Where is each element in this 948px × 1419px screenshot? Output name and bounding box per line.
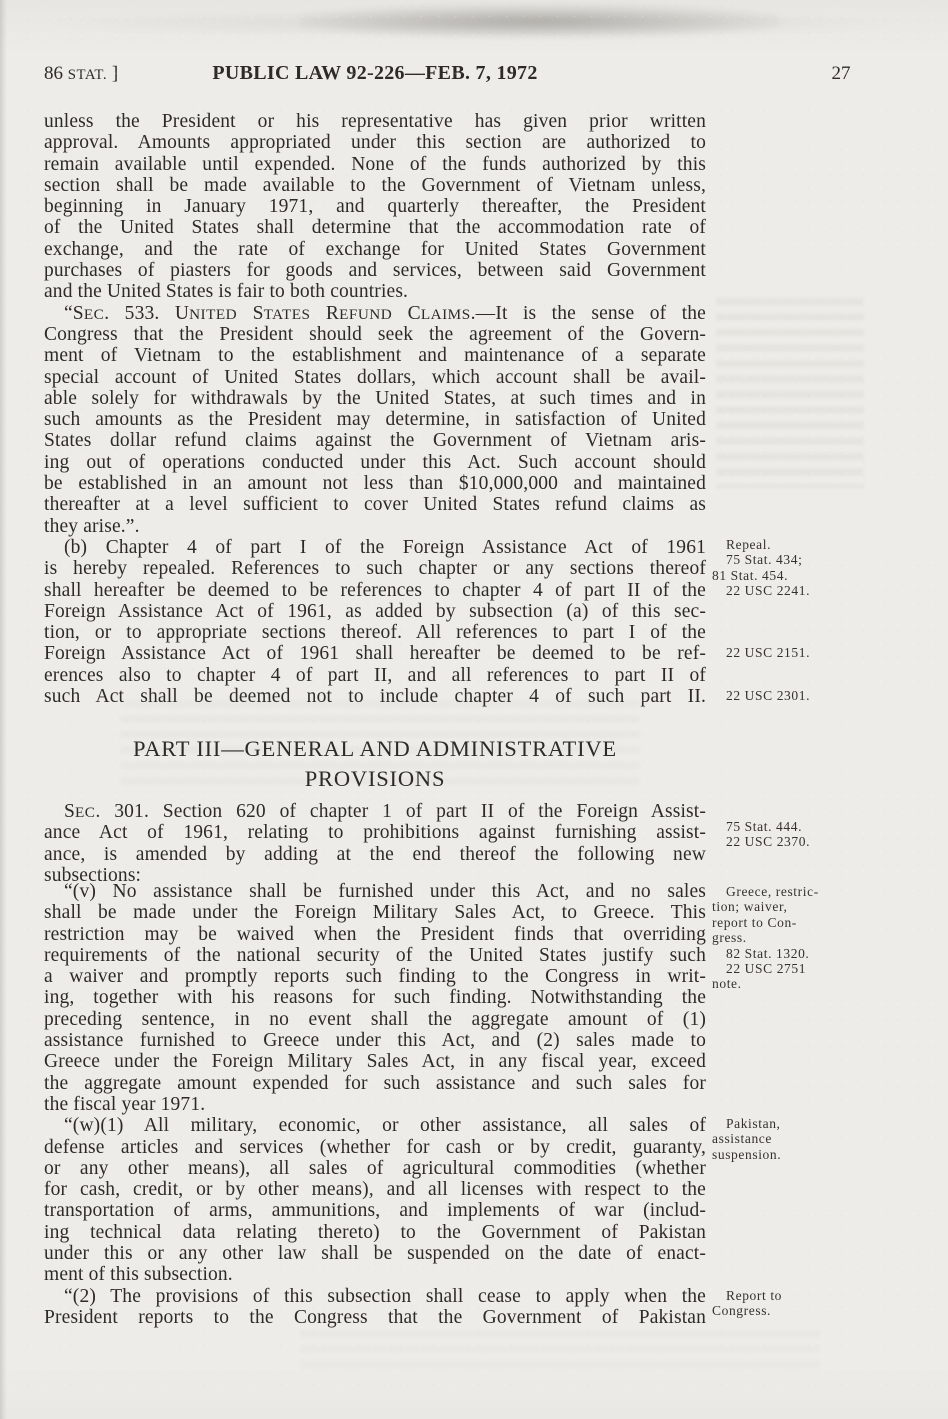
body-block-1 xyxy=(44,111,706,707)
text-line: shall be made under the Foreign Military Sales Act, to Greece. This xyxy=(44,902,706,924)
text-line: and the United States is fair to both countries. xyxy=(44,281,409,303)
margin-note-line: 22 USC 2370. xyxy=(726,834,811,850)
text-line: transportation of arms, ammunitions, and implements of war (includ- xyxy=(44,1200,706,1222)
text-line: defense articles and services (whether for cash or by credit, guaranty, xyxy=(44,1136,706,1158)
margin-note-line: Repeal. xyxy=(726,537,772,552)
text-line: be established in an amount not less than $10,000,000 and maintained xyxy=(44,473,706,495)
margin-note-line: 81 Stat. 454. xyxy=(712,567,789,583)
text-line: such amounts as the President may determine, in satisfaction of United xyxy=(44,409,706,431)
para-subsec-v xyxy=(44,881,706,1115)
text-line: (b) Chapter 4 of part I of the Foreign Assistance Act of 1961 xyxy=(64,536,706,558)
text-line: unless the President or his representative has given prior written xyxy=(44,111,706,132)
text-line: requirements of the national security of the United States justify such xyxy=(44,944,706,966)
text-line: Foreign Assistance Act of 1961 shall hereafter be deemed to be ref- xyxy=(44,643,706,665)
text-line: preceding sentence, in no event shall the aggregate amount of (1) xyxy=(44,1008,706,1030)
margin-note-pakistan xyxy=(712,1116,878,1162)
text-line: of the United States shall determine that the accommodation rate of xyxy=(44,217,706,239)
law-title: PUBLIC LAW 92-226—FEB. 7, 1972 xyxy=(212,62,538,84)
margin-note-line: gress. xyxy=(712,930,747,946)
margin-note-line: 75 Stat. 444. xyxy=(726,819,803,834)
body-block-2 xyxy=(44,801,706,886)
scan-smudge xyxy=(300,4,780,38)
part-heading xyxy=(44,734,706,794)
margin-note-line: 22 USC 2301. xyxy=(726,688,811,703)
margin-note-repeal xyxy=(712,537,878,599)
text-line: “(2) The provisions of this subsection shall cease to apply when the xyxy=(64,1285,706,1307)
text-line: States dollar refund claims against the Government of Vietnam aris- xyxy=(44,430,706,452)
margin-note-line: 75 Stat. 434; xyxy=(726,552,803,568)
text-line: ing, together with his reasons for such finding. Notwithstanding the xyxy=(44,987,706,1009)
margin-note-line: Report to xyxy=(726,1288,783,1303)
margin-note-line: Pakistan, xyxy=(726,1116,781,1131)
text-line: ing out of operations conducted under this Act. Such account should xyxy=(44,451,706,473)
part-heading-line2: PROVISIONS xyxy=(304,766,446,791)
text-line: the fiscal year 1971. xyxy=(44,1093,206,1115)
stat-citation: 86 STAT. ] xyxy=(44,63,119,84)
margin-note-report xyxy=(712,1288,878,1319)
text-line: or any other means), all sales of agricultural commodities (whether xyxy=(44,1157,706,1179)
body-block-3 xyxy=(44,881,706,1328)
margin-note-line: assistance xyxy=(712,1131,772,1147)
para-subsec-w1 xyxy=(44,1115,706,1285)
margin-note-line: 22 USC 2751 xyxy=(726,961,807,977)
text-line: ment of this subsection. xyxy=(44,1264,233,1286)
margin-note-line: tion; waiver, xyxy=(712,899,788,915)
text-line: shall hereafter be deemed to be references to chapter 4 of part II of the xyxy=(44,579,706,601)
bleed-through-ghost xyxy=(716,298,864,488)
bleed-through-ghost xyxy=(300,1330,820,1368)
page-edge-shadow xyxy=(0,0,7,1419)
text-line: such Act shall be deemed not to include chapter 4 of such part II. xyxy=(44,686,706,708)
text-line: ance, is amended by adding at the end thereof the following new xyxy=(44,843,706,865)
margin-note-line: Congress. xyxy=(712,1303,772,1319)
text-line: subsections: xyxy=(44,864,142,886)
text-line: Congress that the President should seek the agreement of the Govern- xyxy=(44,323,706,345)
text-line: able solely for withdrawals by the United States, at such times and in xyxy=(44,387,706,409)
margin-note-greece xyxy=(712,884,878,992)
text-line: ing technical data relating thereto) to the Government of Pakistan xyxy=(44,1221,706,1243)
part-heading-line1: PART III—GENERAL AND ADMINISTRATIVE xyxy=(133,736,617,761)
margin-note-line: suspension. xyxy=(712,1146,782,1162)
margin-note-line: Greece, restric- xyxy=(726,884,819,899)
margin-note-line: report to Con- xyxy=(712,914,797,930)
text-line: special account of United States dollars, which account shall be avail- xyxy=(44,366,706,388)
para-subsec-b xyxy=(44,537,706,707)
text-line: “SEC. 533. UNITED STATES REFUND CLAIMS.—It is the sense of the xyxy=(64,302,706,324)
text-line: ment of Vietnam to the establishment and maintenance of a separate xyxy=(44,345,706,367)
margin-note-line: 22 USC 2151. xyxy=(726,645,811,660)
para-sec-301 xyxy=(44,801,706,886)
text-line: SEC. 301. Section 620 of chapter 1 of part II of the Foreign Assist- xyxy=(64,801,706,822)
text-line: assistance furnished to Greece under this Act, and (2) sales made to xyxy=(44,1030,706,1052)
text-line: President reports to the Congress that the Government of Pakistan xyxy=(44,1306,706,1328)
text-line: for cash, credit, or by other means), and all licenses with respect to the xyxy=(44,1179,706,1201)
text-line: thereafter at a level sufficient to cover United States refund claims as xyxy=(44,494,706,516)
text-line: beginning in January 1971, and quarterly thereafter, the President xyxy=(44,196,706,218)
text-line: “(v) No assistance shall be furnished under this Act, and no sales xyxy=(64,881,706,902)
text-line: remain available until expended. None of the funds authorized by this xyxy=(44,153,706,175)
text-line: they arise.”. xyxy=(44,515,140,537)
text-line: purchases of piasters for goods and services, between said Government xyxy=(44,260,706,282)
margin-note-usc-2151 xyxy=(712,645,878,660)
text-line: “(w)(1) All military, economic, or other assistance, all sales of xyxy=(64,1115,706,1137)
text-line: exchange, and the rate of exchange for United States Government xyxy=(44,238,706,260)
text-line: approval. Amounts appropriated under this section are authorized to xyxy=(44,132,706,154)
text-line: ance Act of 1961, relating to prohibitions against furnishing assist- xyxy=(44,822,706,844)
margin-note-usc-2301 xyxy=(712,688,878,703)
text-line: section shall be made available to the Government of Vietnam unless, xyxy=(44,174,706,196)
text-line: erences also to chapter 4 of part II, and all references to part II of xyxy=(44,664,706,686)
margin-note-line: note. xyxy=(712,976,742,992)
para-continuation xyxy=(44,111,706,303)
margin-note-line: 82 Stat. 1320. xyxy=(726,945,810,961)
text-line: restriction may be waived when the President finds that overriding xyxy=(44,923,706,945)
margin-note-stat-444 xyxy=(712,819,878,850)
text-line: tion, or to appropriate sections thereof. All references to part I of the xyxy=(44,622,706,644)
text-line: is hereby repealed. References to such chapter or any sections thereof xyxy=(44,558,706,580)
page-number: 27 xyxy=(831,63,851,84)
text-line: a waiver and promptly reports such finding to the Congress in writ- xyxy=(44,966,706,988)
text-line: the aggregate amount expended for such assistance and such sales for xyxy=(44,1072,706,1094)
text-line: Foreign Assistance Act of 1961, as added by subsection (a) of this sec- xyxy=(44,600,706,622)
text-line: under this or any other law shall be suspended on the date of enact- xyxy=(44,1243,706,1265)
margin-note-line: 22 USC 2241. xyxy=(726,583,811,599)
para-subsec-w2 xyxy=(44,1286,706,1329)
para-sec-533 xyxy=(44,303,706,537)
text-line: Greece under the Foreign Military Sales Act, in any fiscal year, exceed xyxy=(44,1051,706,1073)
